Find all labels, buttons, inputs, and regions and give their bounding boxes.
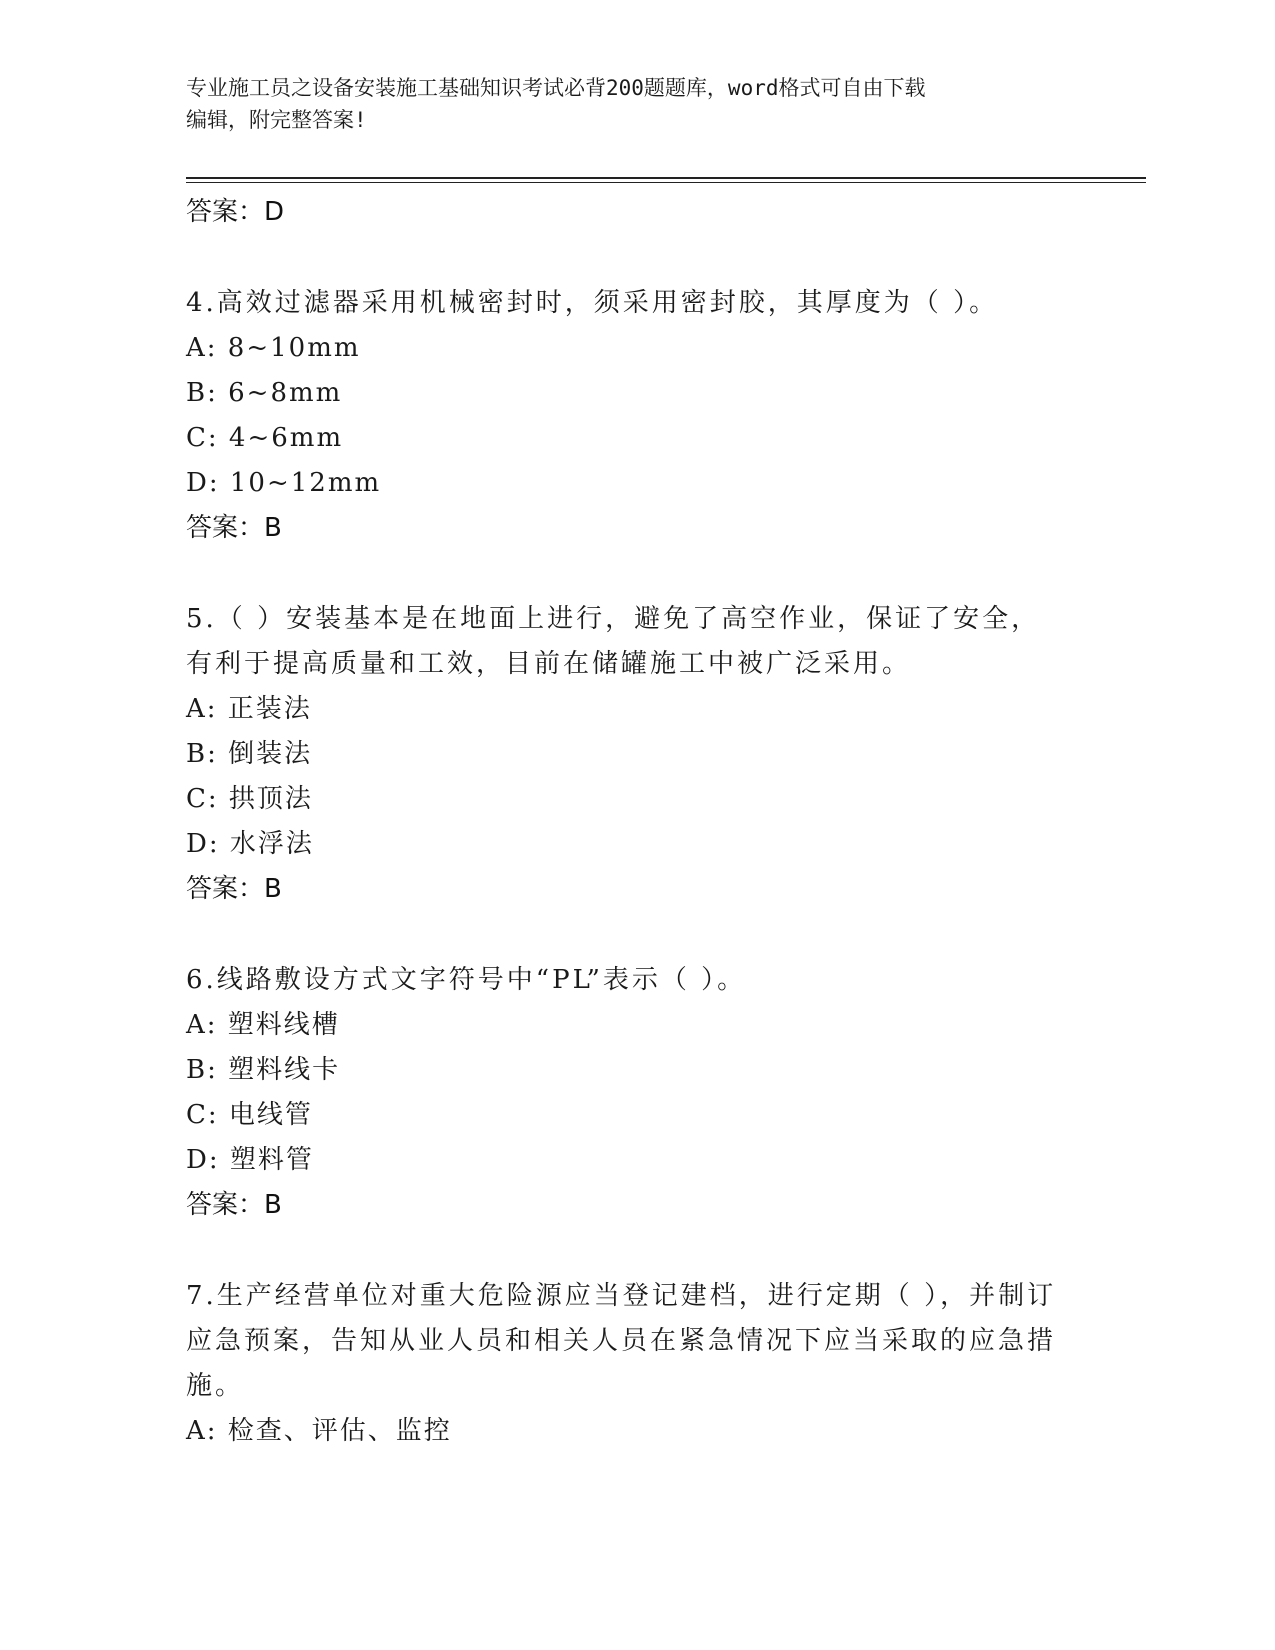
- question-text: 4.高效过滤器采用机械密封时，须采用密封胶，其厚度为（ ）。: [186, 288, 999, 318]
- answer-line: 答案：D: [186, 197, 285, 227]
- header-rule-thick: [186, 177, 1146, 179]
- option-d: D: 塑料管: [186, 1145, 314, 1175]
- question-text: 6.线路敷设方式文字符号中“PL”表示（ ）。: [186, 965, 747, 995]
- answer-line: 答案：B: [186, 874, 282, 904]
- option-d: D: 水浮法: [186, 829, 314, 859]
- option-a: A: 塑料线槽: [186, 1010, 340, 1040]
- answer-line: 答案：B: [186, 1190, 282, 1220]
- question-block: [186, 597, 1066, 911]
- document-body: [186, 190, 1066, 1454]
- option-a: A: 检查、评估、监控: [186, 1416, 452, 1446]
- option-b: B: 塑料线卡: [186, 1055, 341, 1085]
- document-header: [186, 72, 1066, 136]
- option-c: C: 电线管: [186, 1100, 313, 1130]
- question-text: 5.（ ）安装基本是在地面上进行，避免了高空作业，保证了安全，有利于提高质量和工效，目前在储罐施工中被广泛采用。: [186, 604, 1041, 679]
- question-block: [186, 1274, 1066, 1454]
- option-a: A: 正装法: [186, 694, 312, 724]
- option-b: B: 倒装法: [186, 739, 313, 769]
- header-rule-thin: [186, 182, 1146, 183]
- header-line-1: 专业施工员之设备安装施工基础知识考试必背200题题库，word格式可自由下载: [186, 76, 926, 100]
- option-b: B: 6~8mm: [186, 378, 343, 408]
- option-c: C: 4~6mm: [186, 423, 344, 453]
- option-a: A: 8~10mm: [186, 333, 361, 363]
- question-text: 7.生产经营单位对重大危险源应当登记建档，进行定期（ ），并制订应急预案，告知从业人员和相关人员在紧急情况下应当采取的应急措施。: [186, 1281, 1057, 1401]
- header-line-2: 编辑，附完整答案!: [186, 108, 367, 132]
- question-block: [186, 958, 1066, 1227]
- question-block: [186, 281, 1066, 550]
- option-d: D: 10~12mm: [186, 468, 382, 498]
- option-c: C: 拱顶法: [186, 784, 313, 814]
- answer-line: 答案：B: [186, 513, 282, 543]
